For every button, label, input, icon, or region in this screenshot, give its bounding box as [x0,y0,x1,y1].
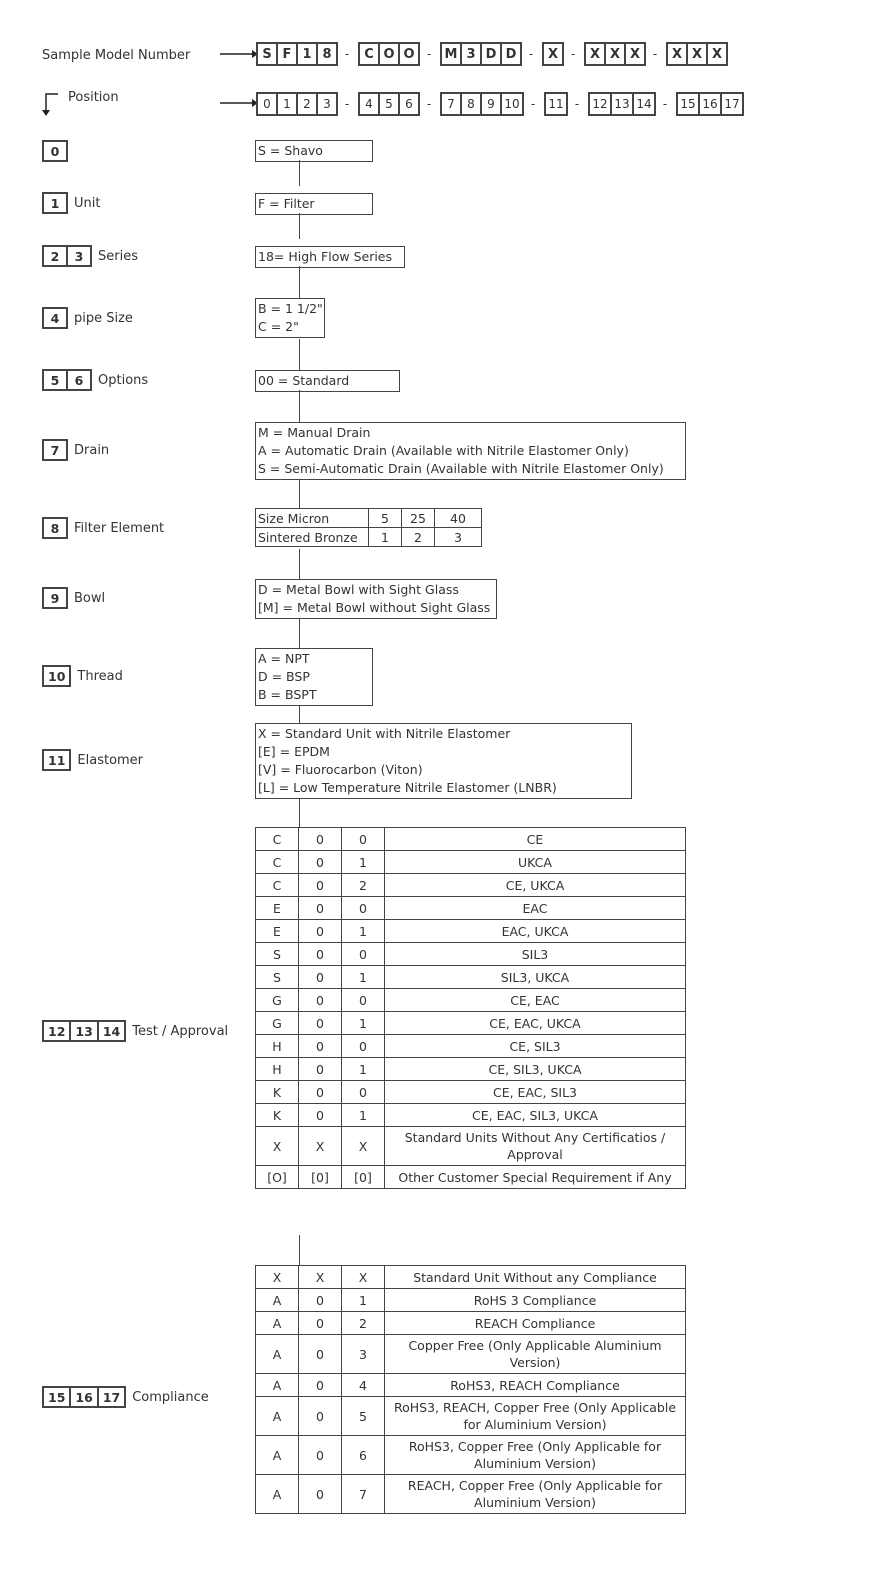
table-cell: EAC [385,897,686,920]
table-row [256,897,686,920]
position-9 [42,587,105,609]
table-cell: 0 [342,943,385,966]
table-cell: 0 [299,1312,342,1335]
table-cell: Standard Units Without Any Certificatios / Approval [385,1127,686,1166]
model-cell: X [666,42,688,66]
position-number-box: 0 [42,140,68,162]
table-cell: E [256,920,299,943]
separator: - [570,47,576,61]
position-cell: 4 [358,92,380,116]
table-cell: [0] [299,1166,342,1189]
model-cell: X [706,42,728,66]
position-12-14 [42,1020,228,1042]
table-row [256,528,482,547]
position-cell: 0 [256,92,278,116]
table-row [256,851,686,874]
model-cell: O [378,42,400,66]
position-cell: 14 [632,92,656,116]
model-cell: X [542,42,564,66]
table-cell: 0 [299,920,342,943]
table-row [256,509,482,528]
field-label: pipe Size [74,310,133,326]
option-line: C = 2" [258,319,299,334]
position-number-box: 7 [42,439,68,461]
option-line: S = Shavo [258,143,323,158]
position-cell: 1 [276,92,298,116]
position-cell: 5 [378,92,400,116]
table-cell: 1 [342,1012,385,1035]
position-number-box: 14 [97,1020,126,1042]
field-label: Series [98,248,138,264]
table-cell: C [256,828,299,851]
table-cell: 0 [299,897,342,920]
table-row [256,1012,686,1035]
table-cell: EAC, UKCA [385,920,686,943]
corner-arrow-icon [40,92,62,118]
table-cell: CE, UKCA [385,874,686,897]
table-cell: 0 [299,1335,342,1374]
table-cell: 40 [435,509,482,528]
table-row [256,943,686,966]
model-cell: D [500,42,522,66]
option-line: [M] = Metal Bowl without Sight Glass [258,600,491,615]
table-cell: 2 [402,528,435,547]
separator: - [652,47,658,61]
table-row [256,1289,686,1312]
table-cell: CE, SIL3, UKCA [385,1058,686,1081]
table-cell: Copper Free (Only Applicable Aluminium Version) [385,1335,686,1374]
table-row [256,1397,686,1436]
arrow-right-icon [220,97,260,109]
table-cell: 0 [299,1081,342,1104]
table-cell: 1 [342,851,385,874]
position-8 [42,517,164,539]
table-cell: A [256,1475,299,1514]
model-cell: X [624,42,646,66]
position-number-box: 4 [42,307,68,329]
unit-box [255,193,373,215]
table-cell: 25 [402,509,435,528]
table-row [256,1335,686,1374]
model-cell: 3 [460,42,482,66]
table-cell: E [256,897,299,920]
field-label: Thread [77,668,123,684]
field-label: Test / Approval [132,1023,229,1039]
table-cell: 0 [299,1475,342,1514]
table-cell: 5 [369,509,402,528]
thread-box [255,648,373,706]
option-line: B = BSPT [258,687,317,702]
arrow-right-icon [220,48,260,60]
table-row [256,1436,686,1475]
table-row [256,1035,686,1058]
table-cell: 1 [342,966,385,989]
filter-element-table [255,508,482,547]
table-cell: SIL3 [385,943,686,966]
table-cell: UKCA [385,851,686,874]
table-row [256,1058,686,1081]
model-cell: C [358,42,380,66]
table-cell: SIL3, UKCA [385,966,686,989]
table-cell: 0 [342,989,385,1012]
table-cell: 0 [342,1035,385,1058]
table-cell: K [256,1104,299,1127]
table-cell: H [256,1058,299,1081]
drain-box [255,422,686,480]
position-cell: 7 [440,92,462,116]
position-cell: 2 [296,92,318,116]
table-row [256,966,686,989]
table-cell: 0 [299,874,342,897]
option-line: X = Standard Unit with Nitrile Elastomer [258,726,511,741]
position-7 [42,439,109,461]
table-cell: Size Micron [256,509,369,528]
table-cell: REACH, Copper Free (Only Applicable for Aluminium Version) [385,1475,686,1514]
separator: - [344,47,350,61]
table-cell: CE, SIL3 [385,1035,686,1058]
table-cell: 0 [299,1374,342,1397]
option-line: A = NPT [258,651,310,666]
table-cell: X [256,1127,299,1166]
position-number-box: 8 [42,517,68,539]
position-number-box: 2 [42,245,68,267]
separator: - [528,47,534,61]
table-cell: 0 [299,966,342,989]
option-line: 18= High Flow Series [258,249,393,264]
position-number-box: 16 [69,1386,98,1408]
position-cell: 17 [720,92,744,116]
table-cell: Sintered Bronze [256,528,369,547]
table-cell: C [256,851,299,874]
position-number-box: 9 [42,587,68,609]
separator: - [344,97,350,111]
table-cell: 0 [299,1012,342,1035]
compliance-table [255,1265,686,1514]
elastomer-box [255,723,632,799]
option-line: A = Automatic Drain (Available with Nitrile Elastomer Only) [258,443,629,458]
table-cell: 0 [299,1397,342,1436]
table-cell: 0 [342,897,385,920]
position-1 [42,192,100,214]
position-0 [42,140,66,162]
sample-model-label: Sample Model Number [42,48,191,63]
table-row [256,1374,686,1397]
model-cell: M [440,42,462,66]
table-row [256,1312,686,1335]
table-cell: Standard Unit Without any Compliance [385,1266,686,1289]
table-cell: 1 [342,1058,385,1081]
position-cell: 12 [588,92,612,116]
option-line: D = Metal Bowl with Sight Glass [258,582,459,597]
position-label: Position [68,90,119,105]
table-cell: 3 [342,1335,385,1374]
table-cell: G [256,1012,299,1035]
table-cell: 0 [342,1081,385,1104]
position-number-box: 11 [42,749,71,771]
position-cell: 6 [398,92,420,116]
table-cell: A [256,1312,299,1335]
option-line: M = Manual Drain [258,425,371,440]
table-row [256,1127,686,1166]
position-number-box: 12 [42,1020,71,1042]
position-number-box: 6 [66,369,92,391]
table-row [256,874,686,897]
table-cell: C [256,874,299,897]
position-2-3 [42,245,138,267]
table-cell: 0 [299,1436,342,1475]
position-cell: 13 [610,92,634,116]
field-label: Unit [74,195,101,211]
table-cell: [O] [256,1166,299,1189]
table-cell: S [256,966,299,989]
field-label: Options [98,372,149,388]
table-cell: 1 [342,1289,385,1312]
model-cell: D [480,42,502,66]
table-row [256,828,686,851]
model-cell: 8 [316,42,338,66]
separator: - [574,97,580,111]
field-label: Filter Element [74,520,165,536]
separator: - [426,47,432,61]
table-row [256,1166,686,1189]
table-row [256,920,686,943]
table-cell: 0 [299,989,342,1012]
table-row [256,989,686,1012]
position-number-box: 10 [42,665,71,687]
table-row [256,1475,686,1514]
table-cell: 0 [299,851,342,874]
table-cell: 0 [299,1058,342,1081]
position-numbers [256,92,742,116]
option-line: F = Filter [258,196,315,211]
table-cell: CE, EAC, UKCA [385,1012,686,1035]
table-cell: 2 [342,1312,385,1335]
table-cell: A [256,1289,299,1312]
table-cell: 0 [299,1289,342,1312]
model-cell: 1 [296,42,318,66]
table-cell: A [256,1397,299,1436]
option-line: D = BSP [258,669,310,684]
field-label: Drain [74,442,110,458]
table-cell: 3 [435,528,482,547]
table-cell: S [256,943,299,966]
position-cell: 15 [676,92,700,116]
model-cell: X [604,42,626,66]
table-cell: 6 [342,1436,385,1475]
table-cell: 0 [299,943,342,966]
table-cell: CE [385,828,686,851]
table-cell: RoHS3, REACH Compliance [385,1374,686,1397]
table-cell: 1 [369,528,402,547]
option-line: [E] = EPDM [258,744,330,759]
table-cell: RoHS3, Copper Free (Only Applicable for Aluminium Version) [385,1436,686,1475]
table-cell: 7 [342,1475,385,1514]
table-cell: 1 [342,920,385,943]
position-cell: 9 [480,92,502,116]
sample-model-number [256,42,726,66]
table-row [256,1104,686,1127]
table-cell: CE, EAC, SIL3, UKCA [385,1104,686,1127]
separator: - [530,97,536,111]
table-cell: X [299,1266,342,1289]
position-number-box: 5 [42,369,68,391]
shavo-box [255,140,373,162]
series-box [255,246,405,268]
option-line: S = Semi-Automatic Drain (Available with Nitrile Elastomer Only) [258,461,664,476]
table-cell: H [256,1035,299,1058]
position-number-box: 3 [66,245,92,267]
position-number-box: 15 [42,1386,71,1408]
table-cell: A [256,1436,299,1475]
table-cell: [0] [342,1166,385,1189]
field-label: Compliance [132,1389,209,1405]
table-cell: X [342,1266,385,1289]
table-row [256,1081,686,1104]
model-cell: F [276,42,298,66]
table-cell: 0 [342,828,385,851]
option-line: B = 1 1/2" [258,301,323,316]
table-cell: K [256,1081,299,1104]
position-cell: 11 [544,92,568,116]
option-line: 00 = Standard [258,373,350,388]
model-cell: X [686,42,708,66]
table-cell: 5 [342,1397,385,1436]
table-cell: 4 [342,1374,385,1397]
field-label: Elastomer [77,752,144,768]
option-line: [L] = Low Temperature Nitrile Elastomer (LNBR) [258,780,557,795]
table-cell: 2 [342,874,385,897]
bowl-box [255,579,497,619]
position-5-6 [42,369,148,391]
position-number-box: 17 [97,1386,126,1408]
table-row [256,1266,686,1289]
model-cell: S [256,42,278,66]
position-cell: 16 [698,92,722,116]
table-cell: 0 [299,1035,342,1058]
pipe-size-box [255,298,325,338]
position-cell: 10 [500,92,524,116]
position-11 [42,749,143,771]
table-cell: 0 [299,828,342,851]
table-cell: G [256,989,299,1012]
table-cell: A [256,1335,299,1374]
table-cell: CE, EAC, SIL3 [385,1081,686,1104]
options-box [255,370,400,392]
table-cell: REACH Compliance [385,1312,686,1335]
table-cell: X [299,1127,342,1166]
table-cell: X [256,1266,299,1289]
table-cell: RoHS3, REACH, Copper Free (Only Applicable for Aluminium Version) [385,1397,686,1436]
position-4 [42,307,133,329]
position-cell: 8 [460,92,482,116]
position-10 [42,665,123,687]
option-line: [V] = Fluorocarbon (Viton) [258,762,423,777]
table-cell: RoHS 3 Compliance [385,1289,686,1312]
table-cell: Other Customer Special Requirement if Any [385,1166,686,1189]
position-number-box: 13 [69,1020,98,1042]
table-cell: A [256,1374,299,1397]
position-number-box: 1 [42,192,68,214]
separator: - [662,97,668,111]
position-cell: 3 [316,92,338,116]
model-cell: X [584,42,606,66]
test-approval-table [255,827,686,1189]
table-cell: CE, EAC [385,989,686,1012]
model-cell: O [398,42,420,66]
position-15-17 [42,1386,209,1408]
field-label: Bowl [74,590,106,606]
table-cell: 1 [342,1104,385,1127]
separator: - [426,97,432,111]
table-cell: 0 [299,1104,342,1127]
table-cell: X [342,1127,385,1166]
